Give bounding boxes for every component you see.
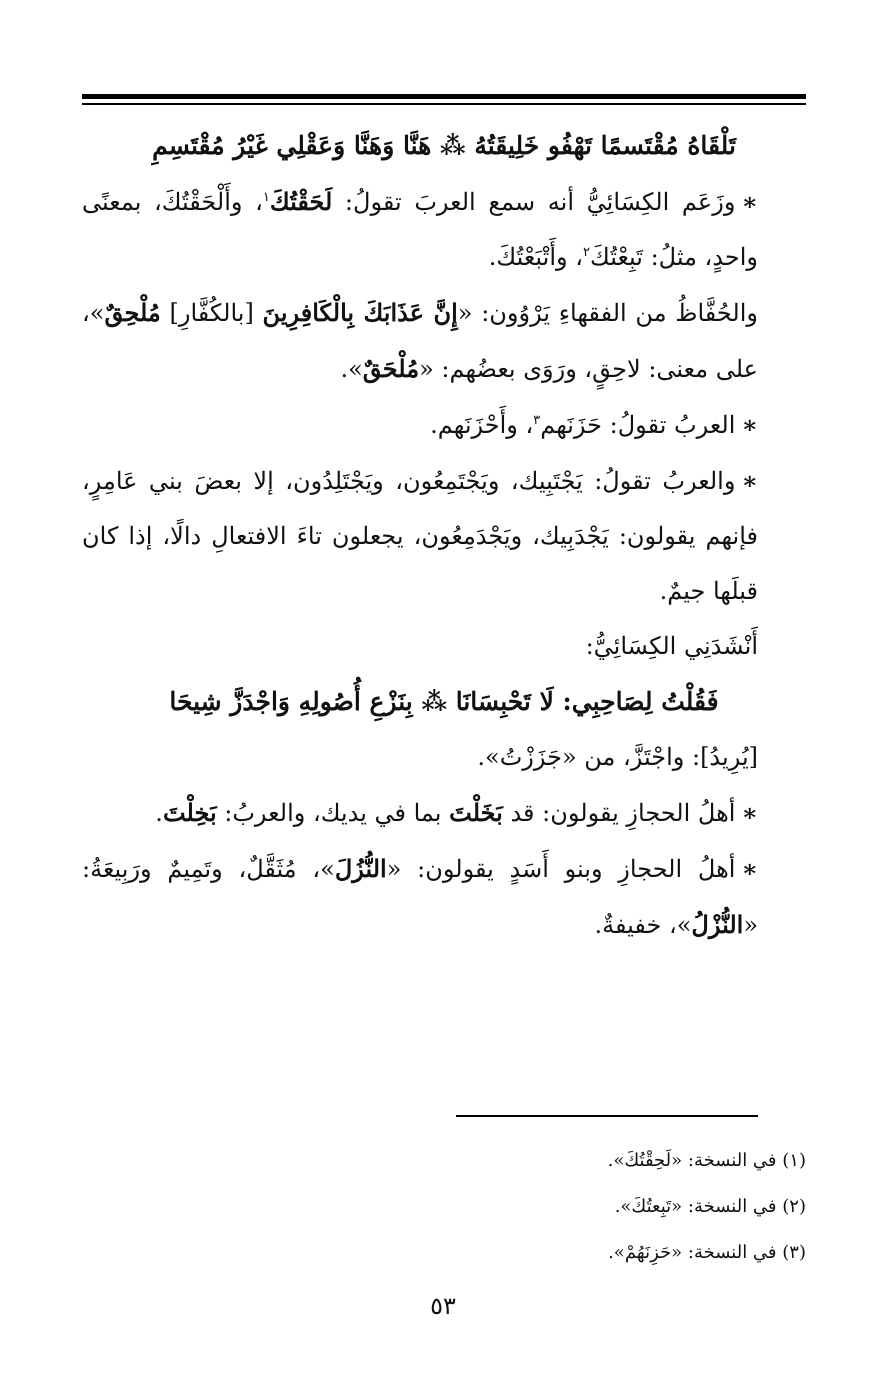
bold-word: لَحَقْتُكَ bbox=[269, 187, 333, 216]
paragraph-text: ». bbox=[340, 355, 363, 383]
header-rule-thick bbox=[82, 94, 806, 99]
paragraph-text: »، على معنى: لاحِقٍ، ورَوَى بعضُهم: « bbox=[82, 299, 758, 383]
footnote-number: (١) bbox=[782, 1150, 806, 1171]
footnote-ref-2[interactable]: ٢ bbox=[582, 245, 590, 260]
star-bullet-icon: ∗ bbox=[741, 410, 758, 439]
verse-2-hemistich-1: فَقُلْتُ لِصَاحِبِي: لَا تَحْبِسَانَا bbox=[455, 687, 719, 716]
paragraph-text: والحُفَّاظُ من الفقهاءِ يَرْوُون: « bbox=[457, 299, 758, 327]
bold-word: مُلْحَقٌ bbox=[362, 354, 420, 383]
page-body bbox=[82, 118, 806, 953]
footnote-ref-1[interactable]: ١ bbox=[262, 190, 270, 205]
bold-word: بَخِلْتَ bbox=[162, 798, 217, 827]
paragraph-text: العربُ تقولُ: حَزَنَهم bbox=[540, 411, 736, 439]
footnote-text: في النسخة: «حَزِنَهُمْ». bbox=[608, 1242, 777, 1263]
bracket-insert: [بالكُفَّارِ] bbox=[160, 299, 263, 327]
footnote-text: في النسخة: «لَحِقْتُكَ». bbox=[607, 1150, 777, 1171]
paragraph-text: والعربُ تقولُ: يَجْتَبِيك، ويَجْتَمِعُون، ويَجْتَلِدُون، إلا بعضَ بني عَامِرٍ، فإنهم يقولون: يَجْدَبِيك، ويَجْدَمِعُون، يجعلون تاءَ الافتعالِ دالًا، إذا كان قبلَها جيمٌ. bbox=[82, 467, 758, 605]
verse-1 bbox=[82, 118, 806, 174]
footnote-3 bbox=[82, 1230, 806, 1276]
paragraph-text: أهلُ الحجازِ وبنو أَسَدٍ يقولون: « bbox=[386, 855, 736, 883]
header-rule-thin bbox=[82, 103, 806, 105]
star-bullet-icon: ∗ bbox=[741, 187, 758, 216]
footnotes bbox=[82, 1138, 806, 1276]
footnote-separator bbox=[456, 1115, 758, 1117]
footnote-1 bbox=[82, 1138, 806, 1184]
paragraph-text: ، وأَتْبَعْتُكَ. bbox=[488, 243, 583, 271]
paragraph-text: ، وأَلْحَقْتُكَ، بمعنًى واحدٍ، مثلُ: تَبِعْتُكَ bbox=[82, 188, 758, 271]
paragraph-text: ، وأَحْزَنَهم. bbox=[430, 411, 534, 439]
paragraph-text: [يُرِيدُ]: واجْتَزَّ، من «جَزَزْتُ». bbox=[477, 743, 758, 771]
paragraph-5 bbox=[82, 619, 806, 674]
paragraph-text: »، مُثَقَّلٌ، وتَمِيمٌ ورَبِيعَةُ: « bbox=[82, 855, 758, 939]
star-bullet-icon: ∗ bbox=[741, 854, 758, 883]
page-number: ٥٣ bbox=[430, 1292, 456, 1320]
verse-2 bbox=[82, 674, 806, 730]
paragraph-text: أهلُ الحجازِ يقولون: قد bbox=[502, 799, 736, 827]
paragraph-6 bbox=[82, 730, 806, 785]
verse-1-hemistich-1: تَلْقَاهُ مُقْتَسمًا تَهْفُو خَلِيقَتُهُ bbox=[474, 131, 736, 160]
footnote-2 bbox=[82, 1184, 806, 1230]
paragraph-2 bbox=[82, 285, 806, 397]
quran-quote: إِنَّ عَذَابَكَ بِالْكَافِرِينَ bbox=[262, 298, 458, 327]
footnote-ref-3[interactable]: ٣ bbox=[533, 413, 541, 428]
paragraph-text: وزَعَم الكِسَائِيُّ أنه سمع العربَ تقولُ: bbox=[332, 188, 736, 216]
paragraph-3 bbox=[82, 397, 806, 453]
bold-word: النُّزُلَ bbox=[334, 854, 387, 883]
verse-1-hemistich-2: هَنَّا وَهَنَّا وَعَقْلِي غَيْرُ مُقْتَسِمِ bbox=[152, 131, 432, 160]
bold-word: بَخَلْتَ bbox=[449, 798, 503, 827]
paragraph-text: أَنْشَدَنِي الكِسَائِيُّ: bbox=[585, 632, 758, 660]
verse-2-hemistich-2: بِنَزْعِ أُصُولِهِ وَاجْدَزَّ شِيحَا bbox=[169, 687, 413, 716]
footnote-number: (٣) bbox=[782, 1242, 806, 1263]
footnote-number: (٢) bbox=[782, 1196, 806, 1217]
bold-word: مُلْحِقٌ bbox=[104, 298, 161, 327]
star-bullet-icon: ∗ bbox=[741, 466, 758, 495]
bold-word: النُّزْلُ bbox=[691, 910, 744, 939]
verse-separator: ⁂ bbox=[440, 131, 466, 160]
paragraph-7 bbox=[82, 785, 806, 841]
verse-separator: ⁂ bbox=[421, 687, 448, 716]
paragraph-text: بما في يديك، والعربُ: bbox=[216, 799, 450, 827]
paragraph-text: . bbox=[155, 799, 163, 827]
paragraph-8 bbox=[82, 841, 806, 953]
paragraph-4 bbox=[82, 453, 806, 619]
paragraph-1 bbox=[82, 174, 806, 285]
paragraph-text: »، خفيفةٌ. bbox=[594, 911, 692, 939]
footnote-text: في النسخة: «تَبِعتُكَ». bbox=[614, 1196, 777, 1217]
star-bullet-icon: ∗ bbox=[741, 798, 758, 827]
